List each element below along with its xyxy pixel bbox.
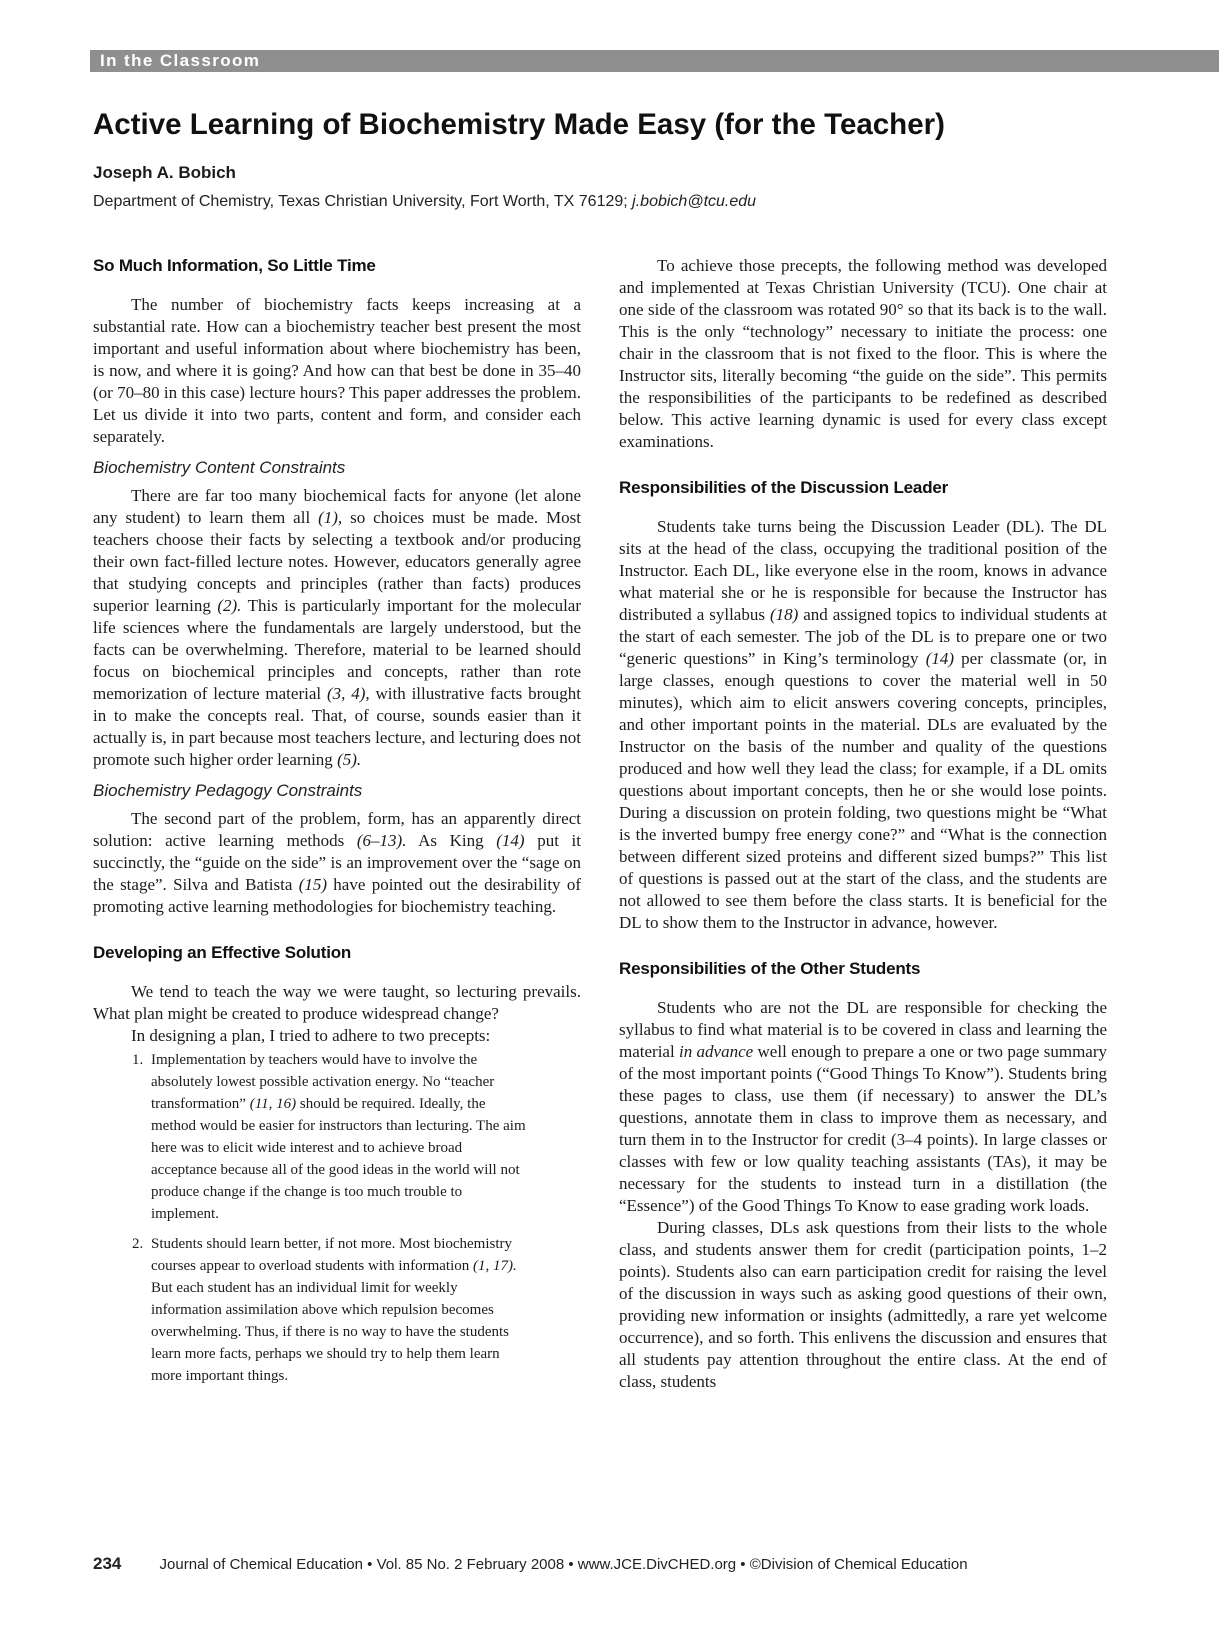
paragraph-content-constraints: There are far too many biochemical facts for anyone (let alone any student) to learn them all (1), so choices must be made. Most teachers choose their facts by selecting a textbook and/or producing their own fact-filled lecture notes. However, educators generally agree that studying concepts and principles (rather than facts) produces superior learning (2). This is particularly important for the molecular life sciences where the fundamentals are largely understood, but the facts can be overwhelming. Therefore, material to be learned should focus on biochemical principles and concepts, rather than rote memorization of lecture material (3, 4), with illustrative facts brought in to make the concepts real. That, of course, sounds easier than it actually is, in part because most teachers lecture, and lecturing does not promote such higher order learning (5). <box>93 486 582 769</box>
author-email[interactable]: j.bobich@tcu.edu <box>632 193 757 210</box>
article-title: Active Learning of Biochemistry Made Easy (for the Teacher) <box>93 108 945 141</box>
affiliation-text: Department of Chemistry, Texas Christian University, Fort Worth, TX 76129; <box>93 193 628 210</box>
heading-other-students: Responsibilities of the Other Students <box>619 959 921 978</box>
paragraph-intro: The number of biochemistry facts keeps increasing at a substantial rate. How can a biochemistry teacher best present the most important and useful information about where biochemistry has been, is now, and where it is going? And how can that best be done in 35–40 (or 70–80 in this case) lecture hours? This paper addresses the problem. Let us divide it into two parts, content and form, and consider each separately. <box>93 295 581 446</box>
author-name: Joseph A. Bobich <box>93 163 236 182</box>
paragraph-method: To achieve those precepts, the following method was developed and implemented at Texas Christian University (TCU). One chair at one side of the classroom was rotated 90° so that its back is to the wall. This is the only “technology” necessary to initiate the process: one chair in the classroom that is not fixed to the floor. This is where the Instructor sits, literally becoming “the guide on the side”. This permits the responsibilities of the participants to be redefined as described below. This active learning dynamic is used for every class except examinations. <box>619 256 1107 451</box>
left-column <box>93 255 581 1395</box>
citation: (18) <box>769 605 799 624</box>
citation: (1), <box>318 508 343 527</box>
citation: (5). <box>337 750 362 769</box>
list-item: 2. Students should learn better, if not more. Most biochemistry courses appear to overload students with information (1, 17). But each student has an individual limit for weekly information assimilation above which repulsion becomes overwhelming. Thus, if there is no way to have the students learn more facts, perhaps we should try to help them learn more important things. <box>147 1233 531 1387</box>
citation: (14) <box>925 649 955 668</box>
heading-so-much-information: So Much Information, So Little Time <box>93 256 376 275</box>
list-item: 1. Implementation by teachers would have to involve the absolutely lowest possible activation energy. No “teacher transformation” (11, 16) should be required. Ideally, the method would be easier for instructors than lecturing. The aim here was to elicit wide interest and to achieve broad acceptance because all of the good ideas in the world will not produce change if the change is too much trouble to implement. <box>147 1049 531 1225</box>
journal-citation: Journal of Chemical Education • Vol. 85 No. 2 February 2008 • www.JCE.DivCHED.org • ©Division of Chemical Education <box>159 1556 968 1573</box>
paragraph-solution-2: In designing a plan, I tried to adhere to two precepts: <box>131 1026 491 1045</box>
citation: (6–13). <box>356 831 407 850</box>
citation: (3, 4), <box>326 684 370 703</box>
heading-discussion-leader: Responsibilities of the Discussion Leader <box>619 478 949 497</box>
citation: (2). <box>217 596 242 615</box>
citation: (15) <box>298 875 328 894</box>
right-column <box>619 255 1107 1393</box>
paragraph-discussion-leader: Students take turns being the Discussion Leader (DL). The DL sits at the head of the class, occupying the traditional position of the Instructor. Each DL, like everyone else in the room, knows in advance what material she or he is responsible for because the Instructor has distributed a syllabus (18) and assigned topics to individual students at the start of each semester. The job of the DL is to prepare one or two “generic questions” in King’s terminology (14) per classmate (or, in large classes, enough questions to cover the material well in 50 minutes), which aim to elicit answers covering concepts, principles, and other important points in the material. DLs are evaluated by the Instructor on the basis of the number and quality of the questions produced and how well they lead the class; for example, if a DL omits questions about important concepts, then he or she would lose points. During a discussion on protein folding, two questions might be “What is the inverted bumpy free energy cone?” and “What is the connection between different sized proteins and different sized bumps?” This list of questions is passed out at the start of the class, and the students are not allowed to see them before the class starts. It is beneficial for the DL to show them to the Instructor in advance, however. <box>619 517 1107 932</box>
citation: (14) <box>496 831 525 850</box>
page-number: 234 <box>93 1554 122 1573</box>
paragraph-pedagogy-constraints: The second part of the problem, form, has an apparently direct solution: active learning methods (6–13). As King (14) put it succinctly, the “guide on the side” is an improvement over the “sage on the stage”. Silva and Batista (15) have pointed out the desirability of promoting active learning methodologies for biochemistry teaching. <box>93 809 582 916</box>
page-footer <box>93 1554 968 1574</box>
affiliation <box>93 193 756 211</box>
citation: (11, 16) <box>249 1096 297 1112</box>
subheading-pedagogy-constraints: Biochemistry Pedagogy Constraints <box>93 781 363 800</box>
paragraph-solution-1: We tend to teach the way we were taught, so lecturing prevails. What plan might be created to produce widespread change? <box>93 982 581 1023</box>
paragraph-other-students-2: During classes, DLs ask questions from their lists to the whole class, and students answer them for credit (participation points, 1–2 points). Students also can earn participation credit for raising the level of the discussion in ways such as asking good questions of their own, providing new information or insights (admittedly, a rare yet welcome occurrence), and so forth. This enlivens the discussion and ensures that all students pay attention throughout the entire class. At the end of class, students <box>619 1218 1107 1391</box>
precepts-list <box>93 1049 531 1387</box>
citation: (1, 17). <box>473 1258 517 1274</box>
emphasis: in advance <box>679 1042 754 1061</box>
subheading-content-constraints: Biochemistry Content Constraints <box>93 458 346 477</box>
paragraph-other-students-1: Students who are not the DL are responsible for checking the syllabus to find what material is to be covered in class and learning the material in advance well enough to prepare a one or two page summary of the most important points (“Good Things To Know”). Students bring these pages to class, use them (if necessary) to answer the DL’s questions, annotate them in class to improve them as necessary, and turn them in to the Instructor for credit (3–4 points). In large classes or classes with few or low quality teaching assistants (TAs), it may be necessary for the students to instead turn in a distillation (the “Essence”) of the Good Things To Know to ease grading work loads. <box>619 998 1108 1215</box>
section-banner: In the Classroom <box>90 50 1219 72</box>
heading-effective-solution: Developing an Effective Solution <box>93 943 352 962</box>
